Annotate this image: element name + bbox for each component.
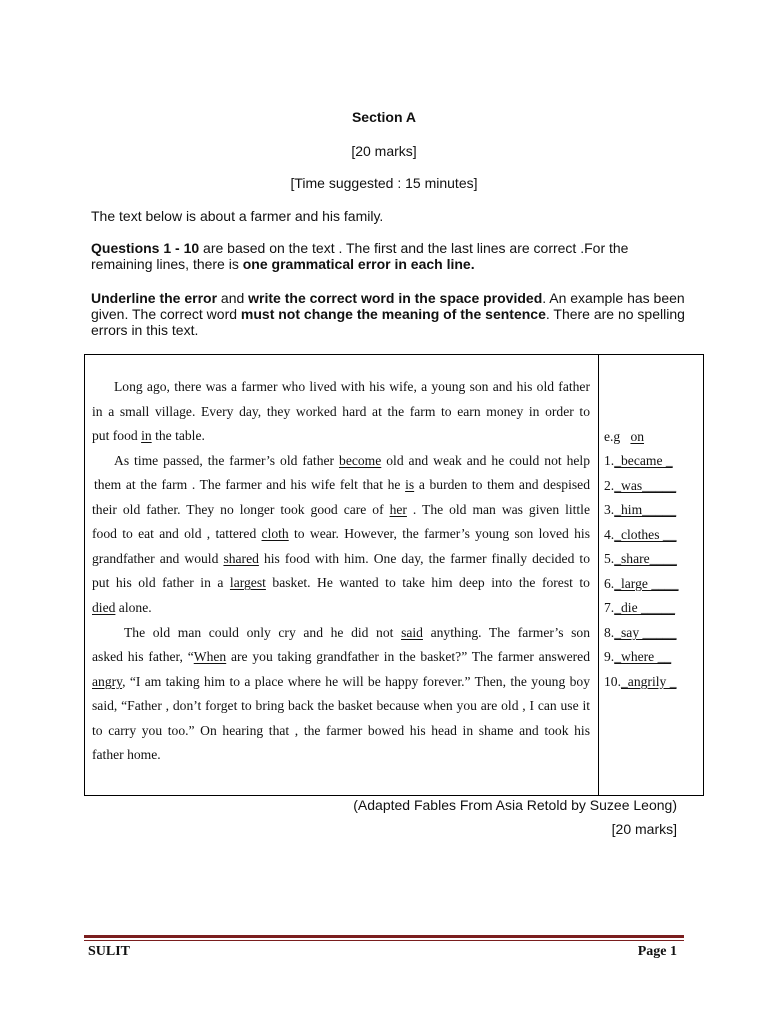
answer-number: 3. [604, 502, 615, 517]
passage-line-5 [94, 473, 590, 497]
line-text: the table. [151, 428, 205, 443]
error-word: largest [229, 575, 266, 590]
line-text: his food with him. One day, the farmer finally decided to [258, 551, 590, 566]
passage-line-12 [92, 645, 590, 669]
answer-number: 9. [604, 649, 615, 664]
answer-2 [604, 474, 699, 498]
total-marks: [20 marks] [611, 821, 677, 837]
error-rule: one grammatical error in each line. [242, 256, 475, 272]
meaning-rule: must not change the meaning of the sentence [240, 306, 546, 322]
error-word: in [141, 428, 152, 443]
error-word: died [92, 600, 116, 615]
error-word: is [405, 477, 415, 492]
line-text: , “I am taking him to a place where he will be happy forever.” Then, the young boy [122, 674, 590, 689]
passage-line-11 [124, 621, 590, 645]
line-text: food to eat and old , tattered [92, 526, 262, 541]
answer-number: 4. [604, 527, 615, 542]
line-text: grandfather and would [92, 551, 224, 566]
intro-text: The text below is about a farmer and his family. [91, 208, 384, 224]
answer-word: _share____ [614, 551, 677, 566]
line-text: The old man could only cry and he did not [124, 625, 402, 640]
time-suggested: [Time suggested : 15 minutes] [290, 175, 478, 191]
passage-line-7 [92, 522, 590, 546]
passage-line-1: Long ago, there was a farmer who lived with his wife, a young son and his old father [114, 379, 590, 394]
instruction-text-1: and [217, 290, 249, 306]
passage-line-16: father home. [92, 747, 161, 762]
answer-number: e.g [604, 429, 621, 444]
section-title: Section A [351, 109, 417, 125]
line-text: are you taking grandfather in the basket?” The farmer answered [226, 649, 590, 664]
footer-rule-thin [84, 940, 684, 941]
answer-10 [604, 670, 699, 694]
answer-word: _clothes __ [614, 527, 677, 542]
source-citation: (Adapted Fables From Asia Retold by Suzee Leong) [353, 797, 677, 813]
underline-instruction [91, 290, 691, 338]
error-word: angry [92, 674, 123, 689]
line-text: alone. [115, 600, 152, 615]
passage-line-14: said, “Father , don’t forget to bring back the basket because when you are old , I can use it [92, 698, 590, 713]
line-text: anything. The farmer’s son [422, 625, 590, 640]
line-text: put food [92, 428, 142, 443]
answer-7 [604, 596, 699, 620]
line-text: basket. He wanted to take him deep into the forest to [265, 575, 590, 590]
answer-number: 7. [604, 600, 615, 615]
column-divider [598, 355, 599, 795]
line-text: As time passed, the farmer’s old father [114, 453, 340, 468]
answer-8 [604, 621, 699, 645]
error-word: cloth [261, 526, 289, 541]
passage-line-6 [92, 498, 590, 522]
answer-number: 10. [604, 674, 621, 689]
answer-9 [604, 645, 699, 669]
passage-box [84, 354, 704, 796]
passage-line-2: in a small village. Every day, they worked hard at the farm to earn money in order to [92, 404, 590, 419]
page-number: Page 1 [637, 944, 677, 959]
answer-word: on [630, 429, 645, 444]
passage-line-8 [92, 547, 590, 571]
section-marks: [20 marks] [351, 143, 417, 159]
line-text: their old father. They no longer took good care of [92, 502, 390, 517]
answer-number: 5. [604, 551, 615, 566]
answer-6 [604, 572, 699, 596]
answer-number: 1. [604, 453, 615, 468]
answer-word: _die _____ [614, 600, 675, 615]
line-text: to wear. However, the farmer’s young son loved his [288, 526, 590, 541]
questions-instruction [91, 240, 691, 272]
line-text: a burden to them and despised [414, 477, 590, 492]
passage-line-10 [92, 596, 590, 620]
answer-word: _him_____ [614, 502, 677, 517]
answer-number: 6. [604, 576, 615, 591]
passage-line-15: to carry you too.” On hearing that , the farmer bowed his head in shame and took his [92, 723, 590, 738]
answer-5 [604, 547, 699, 571]
footer-classification: SULIT [88, 944, 131, 959]
line-text: asked his father, “ [92, 649, 194, 664]
questions-range: Questions 1 - 10 [91, 240, 200, 256]
answer-1 [604, 449, 699, 473]
answer-4 [604, 523, 699, 547]
error-word: become [339, 453, 382, 468]
error-word: said [401, 625, 423, 640]
answer-word: _large ____ [614, 576, 679, 591]
answer-example [604, 425, 699, 449]
underline-rule: Underline the error [91, 290, 218, 306]
write-rule: write the correct word in the space provided [248, 290, 543, 306]
footer-rule-thick [84, 935, 684, 938]
passage-line-3 [92, 424, 590, 448]
instruction-text-2: . An example has been given. The correct word [91, 290, 685, 322]
passage-line-9 [92, 571, 590, 595]
questions-text: are based on the text . The first and the last lines are correct .For the remaining lines, there is [91, 240, 629, 272]
answer-word: _became _ [614, 453, 673, 468]
answer-number: 2. [604, 478, 615, 493]
answer-3 [604, 498, 699, 522]
answer-number: 8. [604, 625, 615, 640]
error-word: shared [223, 551, 259, 566]
answer-word: _was_____ [614, 478, 677, 493]
error-word: When [193, 649, 227, 664]
passage-line-4 [114, 449, 590, 473]
line-text: . The old man was given little [406, 502, 590, 517]
instruction-text-3: . There are no spelling errors in this text. [91, 306, 685, 338]
line-text: them at the farm . The farmer and his wife felt that he [94, 477, 406, 492]
answer-word: _say _____ [614, 625, 677, 640]
line-text: put his old father in a [92, 575, 230, 590]
answer-word: _where __ [614, 649, 672, 664]
answer-word: _angrily _ [621, 674, 677, 689]
passage-line-13 [92, 670, 590, 694]
error-word: her [389, 502, 407, 517]
line-text: old and weak and he could not help [381, 453, 590, 468]
